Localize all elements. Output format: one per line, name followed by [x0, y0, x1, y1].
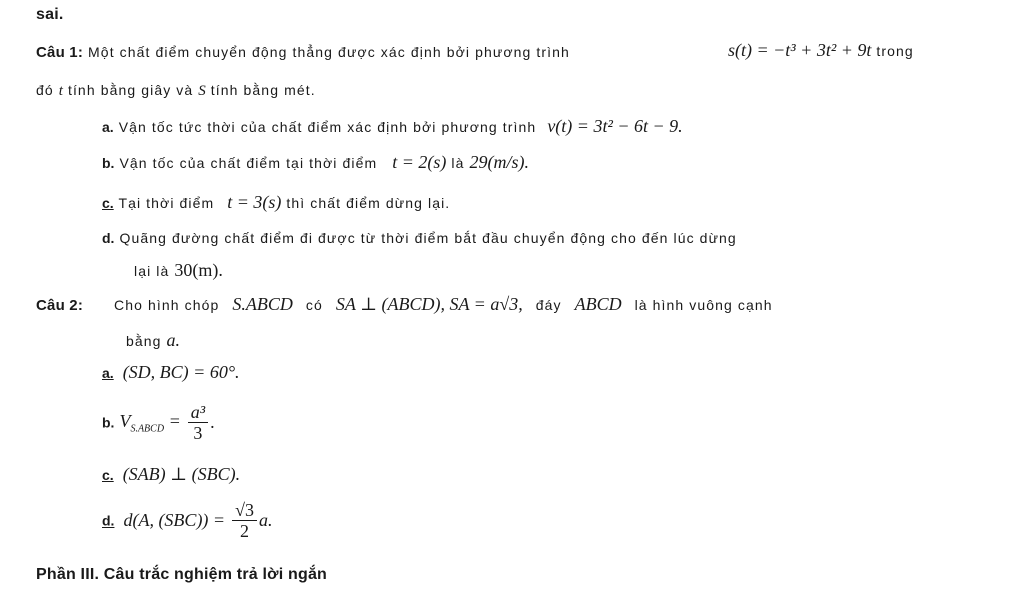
question-1-option-d — [102, 230, 737, 246]
option-a-label: a. — [102, 119, 114, 135]
question-1-option-a — [102, 116, 683, 137]
question-2-option-c — [102, 464, 240, 485]
question-2-intro — [36, 294, 773, 315]
question-2-math-2: SA ⊥ (ABCD), SA = a√3, — [335, 294, 523, 314]
option-d-text-2: lại là — [134, 263, 170, 279]
fraction-numerator: √3 — [232, 500, 257, 521]
question-1-intro — [36, 44, 570, 61]
question-2-math-3: ABCD — [574, 294, 622, 314]
option-d-end: a. — [258, 510, 273, 530]
question-2-option-a — [102, 362, 240, 383]
question-1-text-end: trong — [876, 43, 914, 59]
question-1-option-c — [102, 192, 450, 213]
option-d-label: d. — [102, 230, 115, 246]
option-b-math-1: t = 2(s) — [392, 152, 447, 172]
question-1-text: Một chất điểm chuyển động thẳng được xác định bởi phương trình — [88, 44, 570, 60]
option-b-math-v: V — [119, 410, 131, 431]
fraction-denominator: 3 — [193, 423, 203, 443]
option-d-math-lhs: d(A, (SBC)) = — [123, 510, 226, 530]
option-d-label: d. — [102, 512, 115, 529]
option-b-text-2: là — [451, 155, 465, 171]
question-1-line2-b: tính bằng giây và — [67, 82, 194, 98]
option-c-label: c. — [102, 195, 114, 211]
option-a-math: v(t) = 3t² − 6t − 9. — [547, 116, 683, 136]
var-s: S — [198, 83, 206, 99]
fraction-numerator: a³ — [188, 402, 208, 423]
option-d-fraction — [232, 500, 257, 541]
question-2-line2-text: bằng — [126, 333, 162, 349]
option-d-text: Quãng đường chất điểm đi được từ thời điểm bắt đầu chuyển động cho đến lúc dừng — [119, 230, 737, 246]
option-b-end: . — [210, 412, 215, 432]
question-1-equation-line — [728, 40, 914, 61]
option-c-text-2: thì chất điểm dừng lại. — [286, 195, 451, 211]
option-c-math: t = 3(s) — [227, 192, 282, 212]
question-2-math-1: S.ABCD — [232, 294, 293, 314]
option-a-label: a. — [102, 365, 114, 381]
question-1-option-b — [102, 152, 529, 173]
fraction-denominator: 2 — [240, 521, 250, 541]
option-b-label: b. — [102, 155, 115, 171]
option-c-math: (SAB) ⊥ (SBC). — [122, 464, 241, 484]
question-2-text-3: đáy — [535, 297, 562, 313]
question-2-option-d — [102, 500, 272, 541]
option-c-text: Tại thời điểm — [118, 195, 215, 211]
question-2-line2 — [126, 330, 180, 351]
option-c-label: c. — [102, 467, 114, 483]
question-1-equation: s(t) = −t³ + 3t² + 9t — [728, 40, 872, 60]
question-2-text-4: là hình vuông cạnh — [634, 297, 773, 313]
option-b-text: Vận tốc của chất điểm tại thời điểm — [119, 155, 378, 171]
option-a-math: (SD, BC) = 60°. — [122, 362, 240, 382]
option-b-label: b. — [102, 414, 115, 431]
option-b-fraction — [188, 402, 208, 443]
question-2-text-2: có — [305, 297, 323, 313]
option-b-math-eq: = — [168, 410, 181, 431]
option-b-math-2: 29(m/s). — [469, 152, 529, 172]
question-1-line2-a: đó — [36, 82, 54, 98]
fragment-text: sai. — [36, 6, 64, 23]
question-1-line2-c: tính bằng mét. — [210, 82, 316, 98]
question-2-math-4: a. — [166, 330, 181, 350]
question-1-option-d-line2 — [134, 260, 223, 281]
option-d-math: 30(m). — [174, 260, 223, 280]
option-b-math — [119, 410, 181, 435]
question-2-text-1: Cho hình chóp — [114, 297, 220, 313]
section-3-heading: Phần III. Câu trắc nghiệm trả lời ngắn — [36, 566, 328, 583]
option-b-math-sub: S.ABCD — [130, 423, 165, 435]
var-t: t — [58, 83, 63, 99]
question-2-label: Câu 2: — [36, 297, 84, 314]
question-1-line2 — [36, 82, 316, 100]
option-a-text: Vận tốc tức thời của chất điểm xác định bởi phương trình — [118, 119, 537, 135]
question-2-option-b — [102, 402, 215, 443]
question-1-label: Câu 1: — [36, 44, 84, 61]
